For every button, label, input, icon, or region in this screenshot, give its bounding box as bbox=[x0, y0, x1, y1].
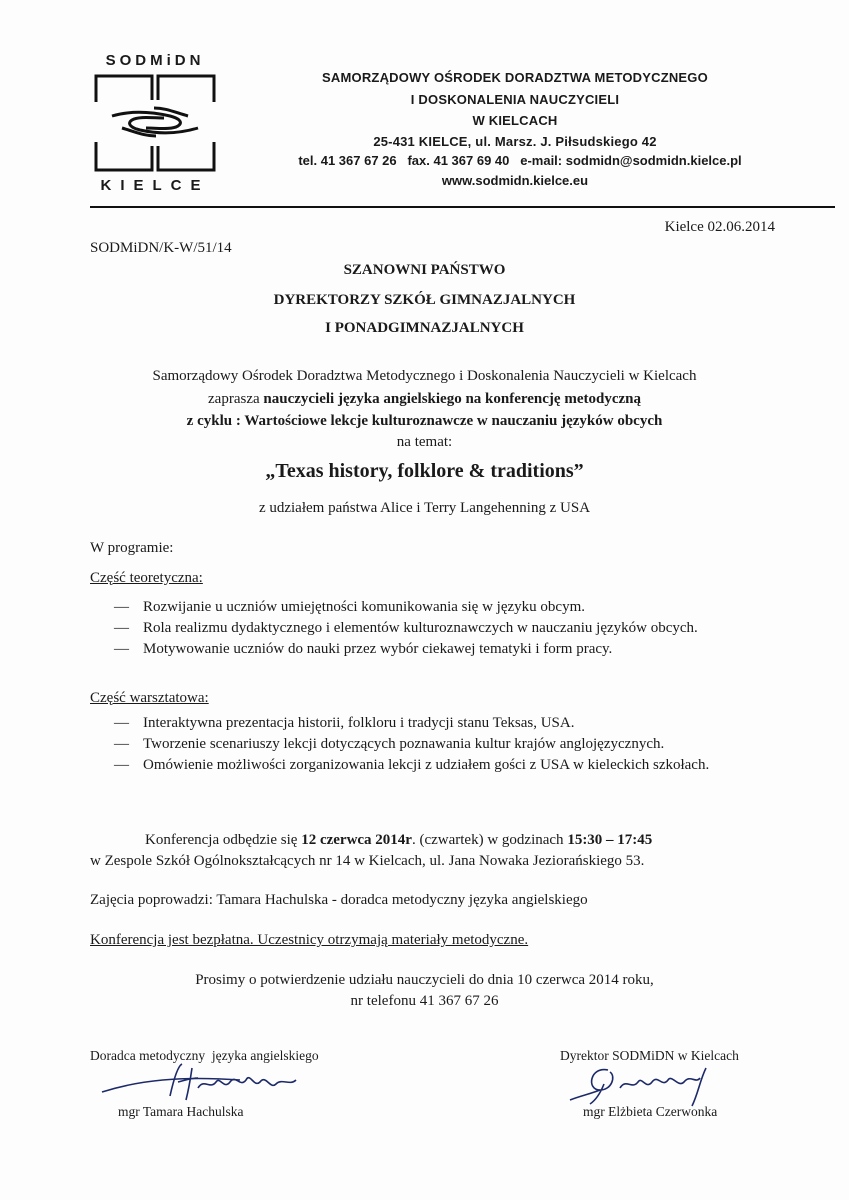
logo-city: KIELCE bbox=[100, 177, 210, 194]
conference-venue: w Zespole Szkół Ogólnokształcących nr 14 w Kielcach, ul. Jana Nowaka Jeziorańskiego 53. bbox=[90, 853, 645, 869]
leader-line: Zajęcia poprowadzi: Tamara Hachulska - doradca metodyczny języka angielskiego bbox=[90, 892, 588, 908]
header-divider bbox=[90, 206, 835, 208]
logo-emblem-icon bbox=[92, 72, 218, 174]
addressee-line3: I PONADGIMNAZJALNYCH bbox=[325, 320, 524, 336]
right-signature-icon bbox=[560, 1060, 760, 1110]
letter-date: Kielce 02.06.2014 bbox=[664, 219, 775, 235]
right-signatory-title: Dyrektor SODMiDN w Kielcach bbox=[560, 1048, 739, 1063]
guests-line: z udziałem państwa Alice i Terry Langehenning z USA bbox=[258, 500, 591, 516]
org-contact: tel. 41 367 67 26 fax. 41 367 69 40 e-mail: sodmidn@sodmidn.kielce.pl bbox=[298, 153, 742, 168]
right-signatory-name: mgr Elżbieta Czerwonka bbox=[583, 1104, 718, 1119]
list-item: — Interaktywna prezentacja historii, folkloru i tradycji stanu Teksas, USA. bbox=[114, 715, 575, 731]
left-signature-icon bbox=[100, 1060, 320, 1110]
workshop-list bbox=[90, 714, 770, 775]
bullet-dash: — bbox=[114, 641, 129, 657]
list-item: — Motywowanie uczniów do nauki przez wybór ciekawej tematyki i form pracy. bbox=[114, 641, 613, 657]
list-item: — Omówienie możliwości zorganizowania lekcji z udziałem gości z USA w kieleckich szkołach. bbox=[114, 757, 710, 773]
bullet-dash: — bbox=[114, 757, 129, 773]
list-item: — Rozwijanie u uczniów umiejętności komunikowania się w języku obcym. bbox=[114, 599, 585, 615]
conference-hours: 15:30 – 17:45 bbox=[567, 832, 653, 848]
bullet-dash: — bbox=[114, 599, 129, 615]
intro-line1: Samorządowy Ośrodek Doradztwa Metodycznego i Doskonalenia Nauczycieli w Kielcach bbox=[152, 368, 697, 384]
bullet-dash: — bbox=[114, 620, 129, 636]
org-name-line3: W KIELCACH bbox=[472, 113, 558, 128]
conference-date-line: Konferencja odbędzie się 12 czerwca 2014r. (czwartek) w godzinach 15:30 – 17:45 bbox=[145, 832, 653, 848]
list-item: — Rola realizmu dydaktycznego i elementów kulturoznawczych w nauczaniu języków obcych. bbox=[114, 620, 698, 636]
intro-cycle: z cyklu : Wartościowe lekcje kulturoznawcze w nauczaniu języków obcych bbox=[186, 413, 663, 429]
logo-title: SODMiDN bbox=[105, 52, 205, 69]
program-label: W programie: bbox=[90, 540, 174, 556]
confirm-line1: Prosimy o potwierdzenie udziału nauczycieli do dnia 10 czerwca 2014 roku, bbox=[195, 972, 654, 988]
intro-topic-label: na temat: bbox=[396, 434, 453, 450]
addressee-line1: SZANOWNI PAŃSTWO bbox=[343, 262, 506, 278]
list-item: — Tworzenie scenariuszy lekcji dotyczących poznawania kultur krajów anglojęzycznych. bbox=[114, 736, 665, 752]
conference-topic: „Texas history, folklore & traditions” bbox=[265, 460, 584, 482]
bullet-dash: — bbox=[114, 715, 129, 731]
left-signatory-name: mgr Tamara Hachulska bbox=[118, 1104, 244, 1119]
org-website: www.sodmidn.kielce.eu bbox=[441, 173, 589, 188]
left-signatory-title: Doradca metodyczny języka angielskiego bbox=[90, 1048, 319, 1063]
confirm-phone: nr telefonu 41 367 67 26 bbox=[350, 993, 499, 1009]
theory-list bbox=[90, 598, 770, 659]
theory-heading: Część teoretyczna: bbox=[90, 570, 203, 586]
org-name-line1: SAMORZĄDOWY OŚRODEK DORADZTWA METODYCZNEGO bbox=[322, 70, 708, 85]
intro-audience: nauczycieli języka angielskiego na konferencję metodyczną bbox=[263, 391, 641, 407]
org-name-line2: I DOSKONALENIA NAUCZYCIELI bbox=[410, 92, 620, 107]
intro-invite: zaprasza bbox=[208, 391, 264, 407]
free-note: Konferencja jest bezpłatna. Uczestnicy otrzymają materiały metodyczne. bbox=[90, 932, 529, 948]
reference-number: SODMiDN/K-W/51/14 bbox=[90, 240, 232, 256]
addressee-line2: DYREKTORZY SZKÓŁ GIMNAZJALNYCH bbox=[273, 292, 576, 308]
workshop-heading: Część warsztatowa: bbox=[90, 690, 209, 706]
intro-line2 bbox=[0, 391, 849, 408]
org-address: 25-431 KIELCE, ul. Marsz. J. Piłsudskiego 42 bbox=[373, 134, 657, 149]
conference-date: 12 czerwca 2014r bbox=[301, 832, 412, 848]
bullet-dash: — bbox=[114, 736, 129, 752]
